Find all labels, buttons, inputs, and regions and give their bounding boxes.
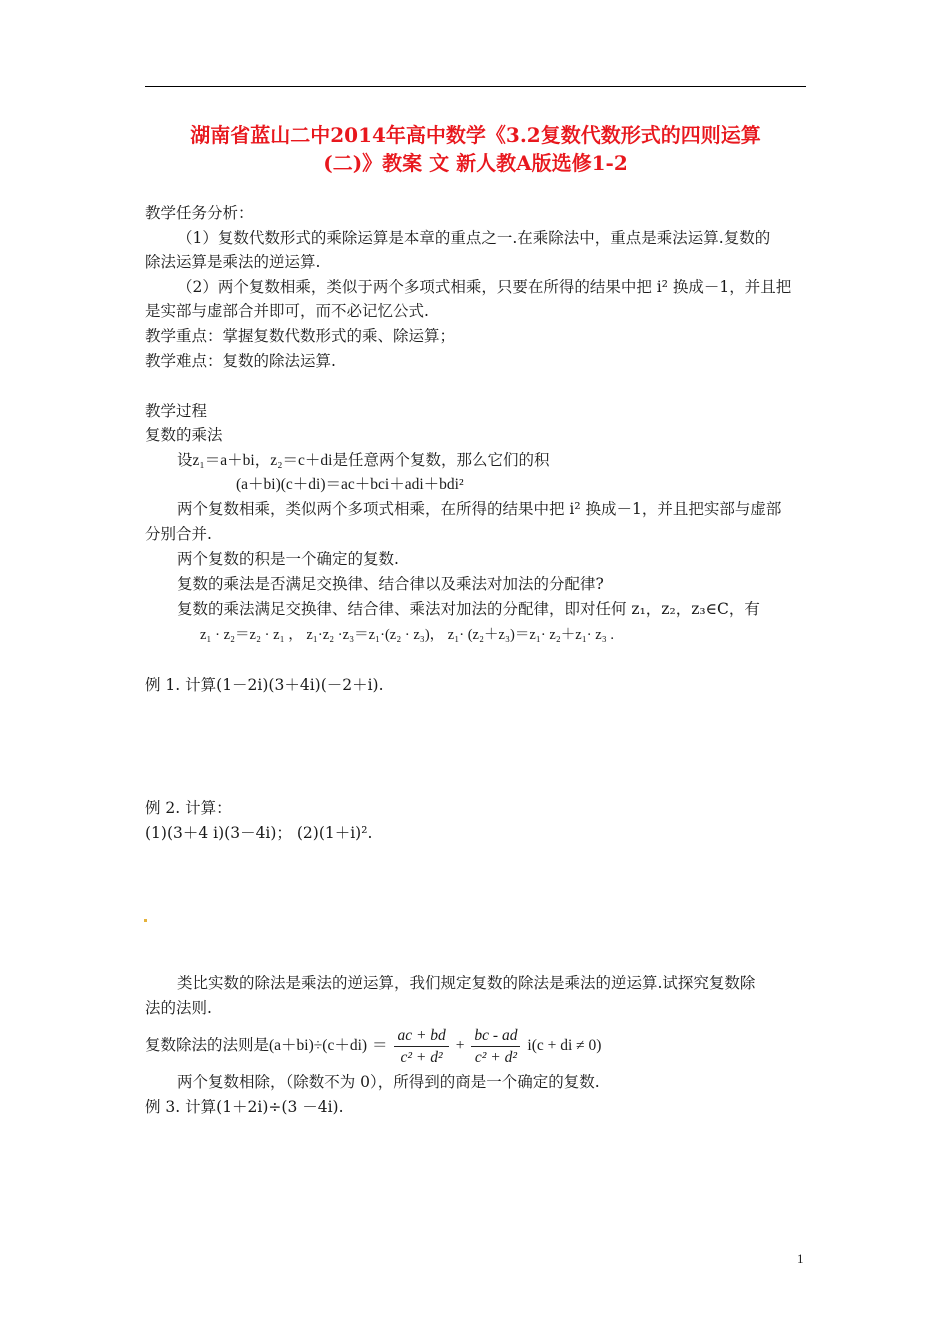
complex-numbers-definition bbox=[177, 450, 550, 471]
set-prefix: 设 bbox=[177, 451, 193, 469]
plus-sign: + bbox=[455, 1037, 465, 1054]
teaching-difficulty: 教学难点：复数的除法运算. bbox=[145, 352, 336, 370]
division-rule-prefix: 复数除法的法则是 bbox=[145, 1036, 270, 1054]
product-formula: (a＋bi)(c＋di)＝ac＋bci＋adi＋bdi² bbox=[236, 476, 464, 493]
example-2-body: (1)(3＋4 i)(3－4i)； (2)(1＋i)². bbox=[145, 824, 373, 842]
multiplication-paragraph-a: 两个复数相乘，类似两个多项式相乘，在所得的结果中把 i² 换成－1，并且把实部与虚部 bbox=[177, 500, 782, 518]
fraction-real-numerator: ac + bd bbox=[394, 1025, 448, 1047]
multiplication-laws-answer: 复数的乘法满足交换律、结合律、乘法对加法的分配律，即对任何 z₁，z₂，z₃∈C，有 bbox=[177, 600, 760, 618]
z1-expression: z₁＝a＋bi， bbox=[192, 452, 271, 469]
analysis-paragraph-1b: 除法运算是乘法的逆运算. bbox=[145, 253, 321, 271]
fraction-imaginary-numerator: bc - ad bbox=[471, 1025, 520, 1047]
analysis-paragraph-1a: （1）复数代数形式的乘除运算是本章的重点之一.在乘除法中，重点是乘法运算.复数的 bbox=[177, 229, 771, 247]
stray-mark bbox=[144, 919, 147, 922]
division-paragraph-a: 类比实数的除法是乘法的逆运算，我们规定复数的除法是乘法的逆运算.试探究复数除 bbox=[177, 974, 756, 992]
page-number: 1 bbox=[797, 1251, 804, 1266]
document-title-line-2: (二)》教案 文 新人教A版选修1-2 bbox=[323, 151, 628, 175]
division-rule-lhs: (a＋bi)÷(c＋di) bbox=[269, 1037, 368, 1054]
process-heading: 教学过程 bbox=[145, 402, 208, 420]
product-definite-statement: 两个复数的积是一个确定的复数. bbox=[177, 550, 399, 568]
example-1: 例 1. 计算(1－2i)(3＋4i)(－2＋i). bbox=[145, 676, 384, 694]
fraction-imaginary-denominator: c² + d² bbox=[474, 1048, 517, 1066]
example-2-heading: 例 2. 计算： bbox=[145, 799, 232, 817]
multiplication-heading: 复数的乘法 bbox=[145, 426, 223, 444]
analysis-heading: 教学任务分析： bbox=[145, 204, 254, 222]
equals-sign: ＝ bbox=[371, 1037, 388, 1054]
fraction-real-denominator: c² + d² bbox=[400, 1048, 443, 1066]
fraction-imaginary-part bbox=[471, 1025, 520, 1068]
z2-expression: z₂＝c＋di bbox=[270, 452, 333, 469]
multiplication-paragraph-b: 分别合并. bbox=[145, 525, 212, 543]
document-title-line-1: 湖南省蓝山二中2014年高中数学《3.2复数代数形式的四则运算 bbox=[190, 123, 761, 147]
example-3: 例 3. 计算(1＋2i)÷(3 －4i). bbox=[145, 1098, 344, 1116]
division-paragraph-b: 法的法则. bbox=[145, 999, 212, 1017]
set-suffix: 是任意两个复数，那么它们的积 bbox=[332, 451, 550, 469]
multiplication-laws-question: 复数的乘法是否满足交换律、结合律以及乘法对加法的分配律? bbox=[177, 575, 604, 593]
multiplication-laws-formulas: z₁ · z₂＝z₂ · z₁ ， z₁·z₂ ·z₃＝z₁·(z₂ · z₃)， z₁· (z₂＋z₃)＝z₁· z₂＋z₁· z₃ . bbox=[200, 627, 614, 643]
division-rule bbox=[145, 1023, 601, 1068]
fraction-real-part bbox=[394, 1025, 448, 1068]
analysis-paragraph-2b: 是实部与虚部合并即可，而不必记忆公式. bbox=[145, 302, 429, 320]
teaching-key-point: 教学重点：掌握复数代数形式的乘、除运算； bbox=[145, 327, 456, 345]
analysis-paragraph-2a: （2）两个复数相乘，类似于两个多项式相乘，只要在所得的结果中把 i² 换成－1，并且把 bbox=[177, 278, 792, 296]
header-rule bbox=[145, 86, 806, 87]
division-rule-tail: i(c + di ≠ 0) bbox=[527, 1037, 602, 1054]
division-quotient-statement: 两个复数相除，（除数不为 0），所得到的商是一个确定的复数. bbox=[177, 1073, 600, 1091]
